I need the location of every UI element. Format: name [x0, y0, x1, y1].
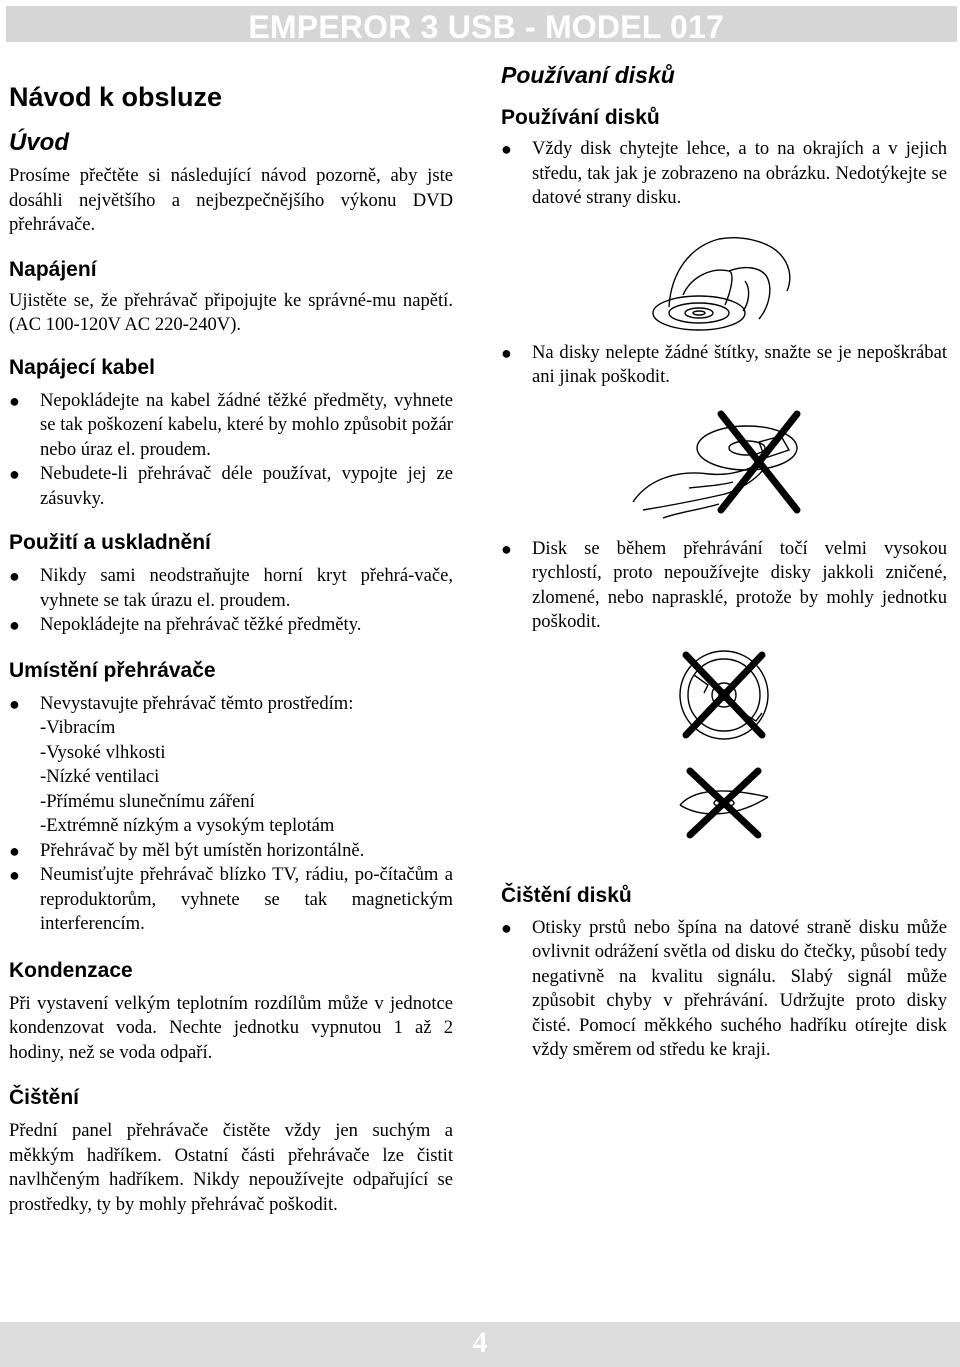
umisteni-heading: Umístění přehrávače: [9, 658, 216, 682]
list-item: ● Vždy disk chytejte lehce, a to na okrajích a v jejich středu, tak jak je zobrazeno na obrázku. Nedotýkejte se datové strany disku.: [501, 138, 947, 208]
cisteni-disku-heading: Čištění disků: [501, 883, 632, 907]
warped-disc-illustration: [674, 765, 774, 840]
bullet-icon: ●: [9, 840, 20, 861]
disky-list-1: [501, 137, 947, 211]
document-title: EMPEROR 3 USB - MODEL 017: [248, 9, 724, 45]
list-item: ● Nepokládejte na kabel žádné těžké předměty, vyhnete se tak poškození kabelu, které by mohlo způsobit požár nebo úraz el. proudem.: [9, 389, 453, 460]
list-item: ● Nebudete-li přehrávač déle používat, vypojte jej ze zásuvky.: [9, 463, 453, 509]
uvod-heading: Úvod: [9, 129, 69, 156]
bullet-icon: ●: [501, 342, 512, 363]
sub-item: -Extrémně nízkým a vysokým teplotám: [40, 815, 335, 836]
kondenzace-heading: Kondenzace: [9, 958, 133, 982]
pouziti-heading: Použití a uskladnění: [9, 531, 211, 554]
list-item: ● Přehrávač by měl být umístěn horizontálně.: [9, 839, 453, 864]
napajeni-text: Ujistěte se, že přehrávač připojujte ke správné-mu napětí.(AC 100-120V AC 220-240V).: [9, 289, 453, 335]
bullet-icon: ●: [9, 615, 20, 635]
disky-list-2: [501, 341, 947, 390]
sub-item: -Vysoké vlhkosti: [40, 741, 166, 763]
bullet-icon: ●: [9, 693, 20, 714]
cisteni-text: Přední panel přehrávače čistěte vždy jen suchým a měkkým hadříkem. Ostatní části přehrávače lze čistit navlhčeným hadříkem. Nikdy nepoužívejte odpařující se prostředky, ty by mohly přehrávač poškodit.: [9, 1120, 453, 1215]
right-column: [501, 62, 947, 1063]
pouziti-list: [9, 564, 453, 638]
kabel-heading: Napájecí kabel: [9, 355, 155, 379]
sub-item: -Vibracím: [40, 717, 116, 738]
umisteni-list: [9, 692, 453, 937]
left-column: [9, 82, 453, 1217]
napajeni-heading: Napájení: [9, 257, 97, 281]
uvod-text: Prosíme přečtěte si následující návod pozorně, aby jste dosáhli největšího a nejbezpečnějšího výkonu DVD přehrávače.: [9, 165, 453, 235]
footer-bar: [0, 1322, 960, 1367]
list-item: ● Otisky prstů nebo špína na datové straně disku může ovlivnit odrážení světla od disku do čtečky, působí tedy negativně na kvalitu signálu. Slabý signál může způsobit chyby v přehrávání. Udržujte proto disky čisté. Pomocí měkkého suchého hadříku otírejte disk vždy směrem od středu ke kraji.: [501, 916, 947, 1060]
disky-title: Používaní disků: [501, 62, 675, 88]
cisteni-heading: Čištění: [9, 1086, 80, 1109]
bullet-icon: ●: [501, 139, 512, 159]
no-sticker-disc-illustration: [629, 408, 819, 523]
kondenzace-text: Při vystavení velkým teplotním rozdílům může v jednotce kondenzovat voda. Nechte jednotku vypnutou 1 až 2 hodiny, než se voda odpaří.: [9, 992, 453, 1063]
manual-title: Návod k obsluze: [9, 82, 223, 112]
disky-subtitle: Používání disků: [501, 106, 660, 129]
bullet-icon: ●: [501, 917, 512, 938]
sub-item: -Přímému slunečnímu záření: [40, 790, 255, 812]
bullet-icon: ●: [9, 464, 20, 484]
cisteni-disku-list: [501, 916, 947, 1063]
hand-holding-disc-illustration: [649, 233, 799, 333]
sub-item: -Nízké ventilaci: [40, 766, 160, 787]
bullet-icon: ●: [9, 566, 20, 586]
list-item: ● Na disky nelepte žádné štítky, snažte se je nepoškrábat ani jinak poškodit.: [501, 341, 947, 387]
header-bar: [6, 6, 957, 45]
kabel-list: [9, 389, 453, 512]
list-item: ● Nikdy sami neodstraňujte horní kryt přehrá-vače, vyhnete se tak úrazu el. proudem.: [9, 565, 453, 611]
broken-disc-illustration: [674, 645, 774, 745]
list-item: ● Nepokládejte na přehrávač těžké předměty.: [9, 613, 453, 638]
list-item: ● Disk se během přehrávání točí velmi vysokou rychlostí, proto nepoužívejte disky jakkoli zničené, zlomené, nebo naprasklé, protože by mohly jednotku poškodit.: [501, 537, 947, 632]
bullet-icon: ●: [501, 538, 512, 559]
bullet-icon: ●: [9, 390, 20, 411]
bullet-icon: ●: [9, 865, 20, 885]
list-item: ● Nevystavujte přehrávač těmto prostředím: -Vibracím -Vysoké vlhkosti -Nízké ventilaci -Přímému slunečnímu záření -Extrémně nízkým a vysokým teplotám: [9, 692, 453, 839]
disky-list-3: [501, 537, 947, 635]
list-item: ● Neumisťujte přehrávač blízko TV, rádiu, po-čítačům a reproduktorům, vyhnete se tak magnetickým interferencím.: [9, 864, 453, 934]
page-number: 4: [472, 1326, 488, 1359]
